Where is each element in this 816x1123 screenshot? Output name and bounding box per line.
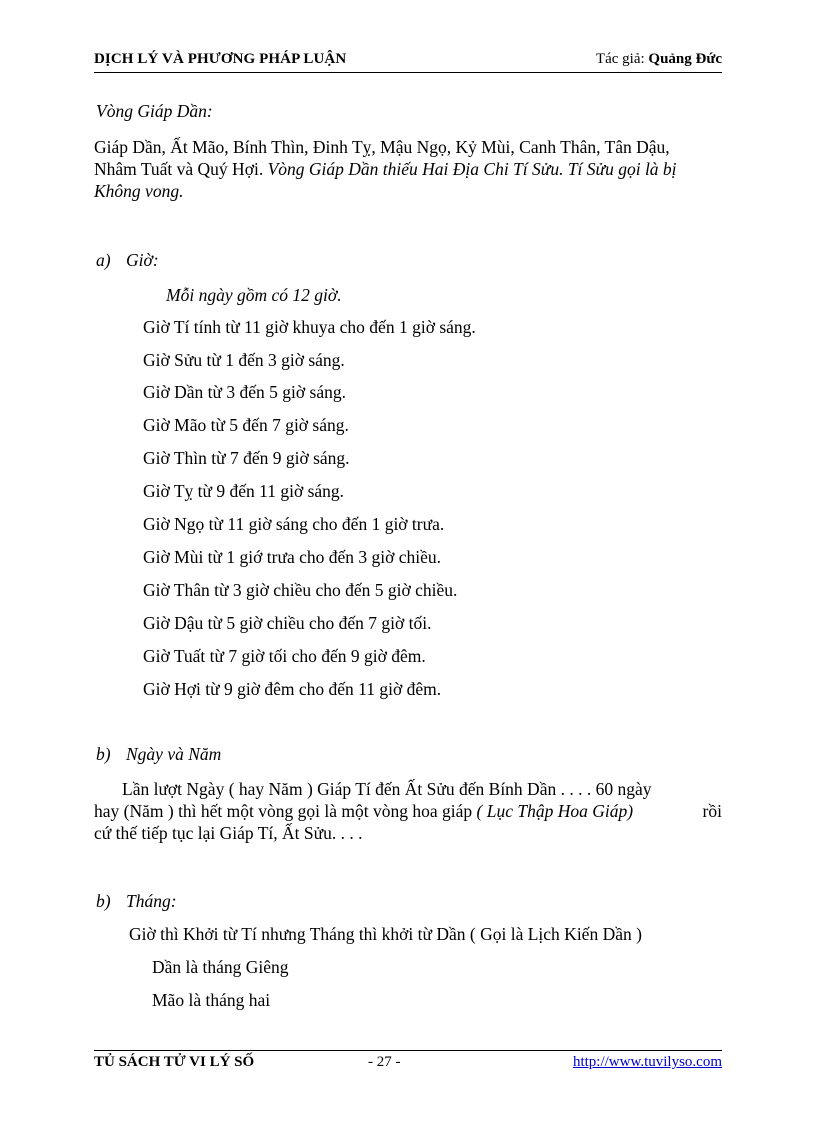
header-author <box>596 51 722 68</box>
page-header <box>94 50 722 73</box>
month-item: Mão là tháng hai <box>152 990 271 1010</box>
hour-item: Giờ Ngọ từ 11 giờ sáng cho đến 1 giờ trưa. <box>143 514 445 534</box>
intro-line-3: Không vong. <box>94 181 184 201</box>
section-a-label: a) <box>96 250 111 270</box>
section-a-title: Giờ: <box>126 250 159 270</box>
section-b1-title: Ngày và Năm <box>126 744 222 764</box>
hour-item: Giờ Mão từ 5 đến 7 giờ sáng. <box>143 415 349 435</box>
intro-line-2 <box>94 158 677 180</box>
hour-item: Giờ Thìn từ 7 đến 9 giờ sáng. <box>143 448 350 468</box>
footer-title: TỦ SÁCH TỬ VI LÝ SỐ <box>94 1054 255 1070</box>
hour-item: Giờ Hợi từ 9 giờ đêm cho đến 11 giờ đêm. <box>143 679 442 699</box>
intro-line-2-italic: Vòng Giáp Dần thiếu Hai Địa Chi Tí Sửu. Tí Sửu gọi là bị <box>267 159 677 179</box>
hour-item: Giờ Tí tính từ 11 giờ khuya cho đến 1 giờ sáng. <box>143 317 476 337</box>
author-label: Tác giả: <box>595 51 645 67</box>
hour-item: Giờ Mùi từ 1 giớ trưa cho đến 3 giờ chiều. <box>143 547 442 567</box>
month-item: Dần là tháng Giêng <box>152 957 289 977</box>
hour-item: Giờ Dậu từ 5 giờ chiều cho đến 7 giờ tối. <box>143 613 432 633</box>
section-a-heading <box>96 249 159 271</box>
section-b2-heading <box>96 890 177 912</box>
hour-item: Giờ Thân từ 3 giờ chiều cho đến 5 giờ chiều. <box>143 580 458 600</box>
header-title: DỊCH LÝ VÀ PHƯƠNG PHÁP LUẬN <box>94 51 347 67</box>
page-number: - 27 - <box>368 1054 401 1070</box>
hour-item: Giờ Sửu từ 1 đến 3 giờ sáng. <box>143 350 345 370</box>
section-b2-line-1: Giờ thì Khởi từ Tí nhưng Tháng thì khởi từ Dần ( Gọi là Lịch Kiến Dần ) <box>129 924 642 944</box>
section-b1-label: b) <box>96 744 111 764</box>
footer-url-link[interactable]: http://www.tuvilyso.com <box>572 1054 722 1070</box>
intro-heading: Vòng Giáp Dần: <box>96 101 213 121</box>
intro-line-1: Giáp Dần, Ất Mão, Bính Thìn, Đinh Tỵ, Mậu Ngọ, Kỷ Mùi, Canh Thân, Tân Dậu, <box>94 137 670 157</box>
section-b1-heading <box>96 743 221 765</box>
section-b1-line-2-italic: ( Lục Thập Hoa Giáp) <box>476 801 634 821</box>
intro-line-2-plain: Nhâm Tuất và Quý Hợi. <box>94 159 264 179</box>
page-footer <box>94 1050 722 1075</box>
section-b2-label: b) <box>96 891 111 911</box>
document-page <box>94 0 722 1123</box>
hour-item: Giờ Dần từ 3 đến 5 giờ sáng. <box>143 382 346 402</box>
section-b1-line-3: cứ thế tiếp tục lại Giáp Tí, Ất Sửu. . . . <box>94 823 363 843</box>
author-name: Quảng Đức <box>648 51 722 67</box>
hour-item: Giờ Tuất từ 7 giờ tối cho đến 9 giờ đêm. <box>143 646 426 666</box>
section-b2-title: Tháng: <box>126 891 177 911</box>
section-b1-line-2-end: rồi <box>702 801 722 821</box>
section-b1-line-1: Lần lượt Ngày ( hay Năm ) Giáp Tí đến Ất Sửu đến Bính Dần . . . . 60 ngày <box>122 779 652 799</box>
section-b1-line-2-plain: hay (Năm ) thì hết một vòng gọi là một vòng hoa giáp <box>94 801 473 821</box>
section-a-subtitle: Mỗi ngày gồm có 12 giờ. <box>166 285 342 305</box>
section-b1-line-2 <box>94 800 722 822</box>
hour-item: Giờ Tỵ từ 9 đến 11 giờ sáng. <box>143 481 345 501</box>
